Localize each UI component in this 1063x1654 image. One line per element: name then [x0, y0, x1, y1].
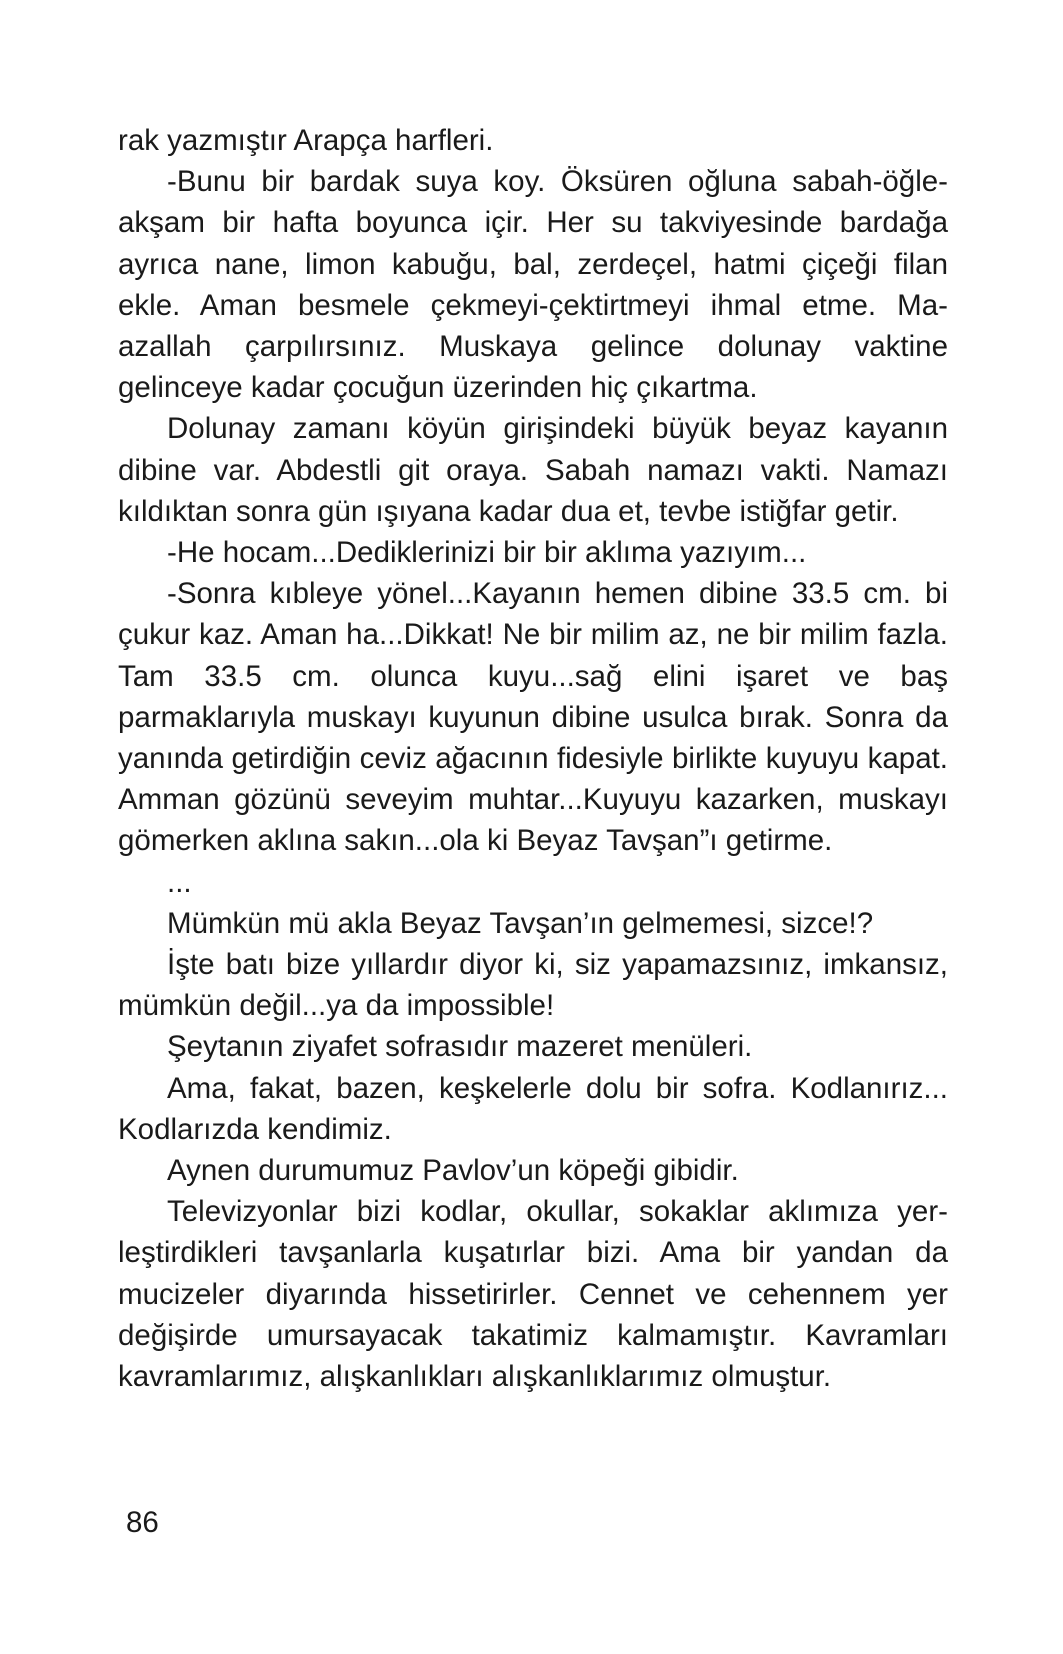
paragraph: İşte batı bize yıllardır diyor ki, siz yapamazsınız, imkansız, mümkün değil...ya da impossible! — [118, 948, 948, 1023]
page-body — [118, 120, 948, 1397]
paragraph: -Bunu bir bardak suya koy. Öksüren oğluna sabah-öğle- akşam bir hafta boyunca içir. Her su takviyesinde bardağa ayrıca nane, limon kabuğu, bal, zerdeçel, hatmi çiçeği filan ekle. Aman besmele çekmeyi-çektirtmeyi ihmal etme. Maazallah çarpılırsınız. Muskaya gelince dolunay vaktine gelinceye kadar çocuğun üzerinden hiç çıkartma. — [118, 165, 948, 405]
paragraph: -He hocam...Dediklerinizi bir bir aklıma yazıyım... — [167, 536, 807, 570]
paragraph: ... — [167, 865, 192, 899]
paragraph: -Sonra kıbleye yönel...Kayanın hemen dibine 33.5 cm. bi çukur kaz. Aman ha...Dikkat! Ne bir milim az, ne bir milim fazla. Tam 33.5 cm. olunca kuyu...sağ elini işaret ve baş parmaklarıyla muskayı kuyunun dibine usulca bırak. Sonra da yanında getirdiğin ceviz ağacının fidesiyle birlikte kuyuyu kapat. Amman gözünü seveyim muhtar...Kuyuyu kazarken, muskayı gömerken aklına sakın...ola ki Beyaz Tavşan”ı getirme. — [118, 577, 948, 858]
paragraph: Ama, fakat, bazen, keşkelerle dolu bir sofra. Kodlanırız... Kodlarızda kendimiz. — [118, 1071, 948, 1146]
paragraph: Dolunay zamanı köyün girişindeki büyük beyaz kayanın dibine var. Abdestli git oraya. Sabah namazı vakti. Namazı kıldıktan sonra gün ışıyana kadar dua et, tevbe istiğfar getir. — [118, 412, 948, 528]
paragraph: Televizyonlar bizi kodlar, okullar, sokaklar aklımıza yerleştirdikleri tavşanlarla kuşatırlar bizi. Ama bir yandan da mucizeler diyarında hissetirirler. Cennet ve cehennem yer değişirde umursayacak takatimiz kalmamıştır. Kavramları kavramlarımız, alışkanlıkları alışkanlıklarımız olmuştur. — [118, 1195, 948, 1394]
page-number: 86 — [126, 1506, 159, 1539]
paragraph: rak yazmıştır Arapça harfleri. — [118, 124, 494, 157]
paragraph: Şeytanın ziyafet sofrasıdır mazeret menüleri. — [167, 1030, 753, 1064]
paragraph: Mümkün mü akla Beyaz Tavşan’ın gelmemesi, sizce!? — [167, 906, 874, 940]
paragraph: Aynen durumumuz Pavlov’un köpeği gibidir. — [167, 1154, 739, 1188]
